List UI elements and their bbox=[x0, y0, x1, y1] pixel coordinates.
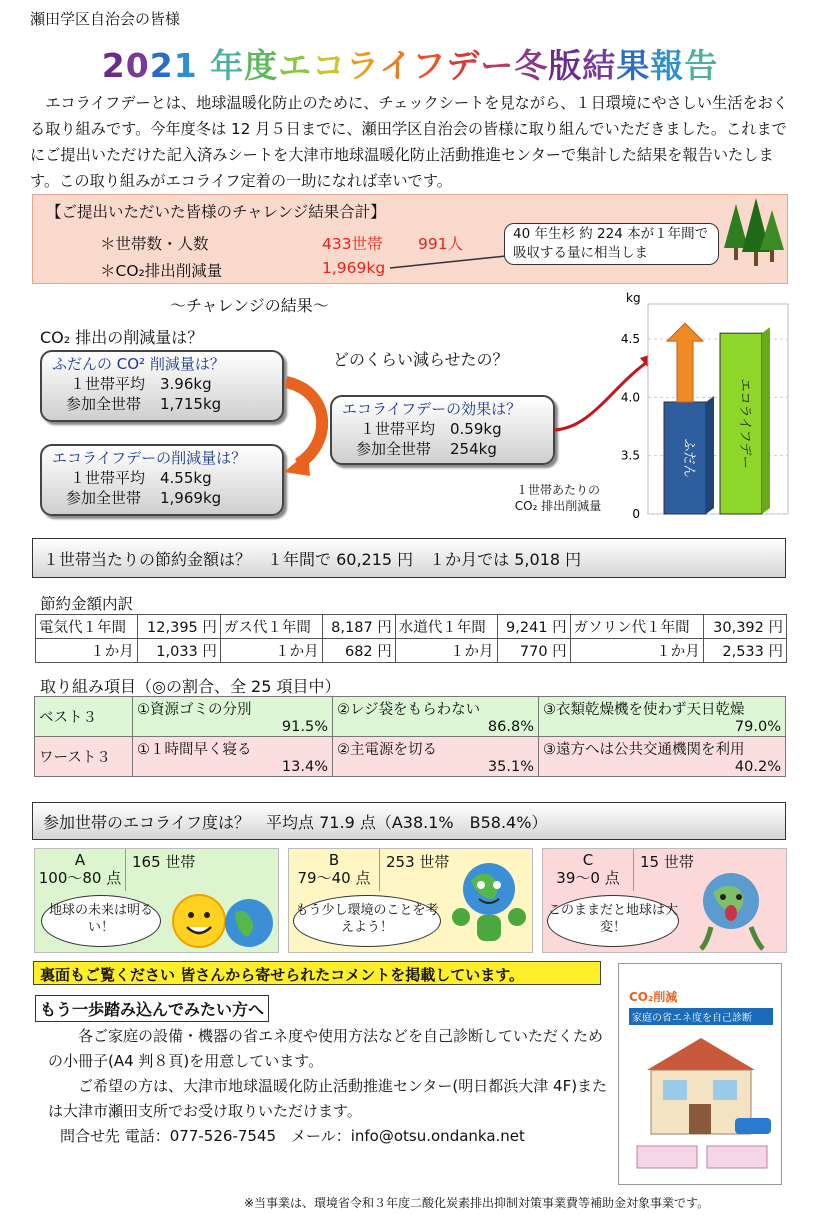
ecoday-avg-value: 4.55kg bbox=[160, 469, 212, 487]
worst-item-3-pct: 40.2% bbox=[734, 759, 781, 775]
gas-year-label: ガス代１年間 bbox=[220, 615, 322, 639]
callout-pointer bbox=[388, 250, 508, 274]
breakdown-table bbox=[35, 614, 787, 663]
back-side-note: 裏面もご覧ください 皆さんから寄せられたコメントを掲載しています。 bbox=[33, 961, 601, 985]
best-label: ベスト３ bbox=[35, 697, 133, 737]
effect-box bbox=[330, 395, 555, 465]
gas-month-label: １か月 bbox=[220, 639, 322, 663]
curved-arrow-icon bbox=[280, 372, 340, 487]
cedar-trees-icon bbox=[722, 196, 784, 268]
booklet-cover-image bbox=[618, 963, 782, 1185]
usual-avg-label: １世帯平均 bbox=[70, 375, 146, 393]
grade-b-label bbox=[289, 849, 379, 891]
usual-total-label: 参加全世帯 bbox=[66, 395, 142, 413]
water-year-label: 水道代１年間 bbox=[395, 615, 497, 639]
smiling-sun-earth-icon bbox=[165, 883, 277, 953]
worst-row bbox=[35, 737, 786, 777]
worst-item-2-name: ②主電源を切る bbox=[337, 742, 437, 758]
grade-b-panel bbox=[288, 848, 533, 953]
worst-item-1-name: ①１時間早く寝る bbox=[137, 742, 252, 758]
ecoday-total-value: 1,969kg bbox=[160, 489, 222, 507]
usual-title: ふだんの CO² 削減量は？ bbox=[52, 355, 225, 373]
worst-label: ワースト３ bbox=[35, 737, 133, 777]
ecoday-total-label: 参加全世帯 bbox=[66, 489, 142, 507]
best-item-2 bbox=[333, 697, 539, 737]
chart-tick-label: 0 bbox=[632, 507, 640, 521]
grade-c-panel bbox=[542, 848, 787, 953]
water-month-label: １か月 bbox=[395, 639, 497, 663]
grade-c-label bbox=[543, 849, 633, 891]
items-table bbox=[34, 696, 786, 777]
muscle-earth-icon bbox=[447, 855, 531, 951]
gas-month-value: 682 円 bbox=[322, 639, 395, 663]
challenge-results-title: ～チャレンジの結果～ bbox=[170, 296, 329, 315]
more-paragraph-1: 各ご家庭の設備・機器の省エネ度や使用方法などを自己診断していただくための小冊子(A4 判８頁)を用意しています。 bbox=[48, 1027, 604, 1070]
grade-c-letter: C bbox=[582, 851, 594, 869]
grade-c-speech: このままだと地球は大変！ bbox=[547, 895, 679, 947]
usual-avg-value: 3.96kg bbox=[160, 375, 212, 393]
households-label: ＊世帯数・人数 bbox=[100, 235, 209, 253]
worst-item-3-name: ③遠方へは公共交通機関を利用 bbox=[543, 742, 745, 758]
breakdown-year-row bbox=[36, 615, 787, 639]
households-value: 433世帯 bbox=[322, 235, 383, 253]
grade-a-range: 100～80 点 bbox=[38, 869, 122, 887]
best-item-1-pct: 91.5% bbox=[281, 719, 328, 735]
how-much-text: どのくらい減らせたの？ bbox=[333, 350, 509, 369]
chart-bar-side bbox=[762, 327, 770, 514]
gas-year-value: 8,187 円 bbox=[322, 615, 395, 639]
people-value: 991人 bbox=[418, 235, 464, 253]
items-title: 取り組み項目（◎の割合、全 25 項目中） bbox=[40, 677, 341, 696]
effect-title: エコライフデーの効果は？ bbox=[342, 400, 522, 418]
booklet-subtitle: 家庭の省エネ度を自己診断 bbox=[629, 1008, 773, 1025]
usual-reduction-box bbox=[40, 350, 284, 422]
worst-item-3 bbox=[539, 737, 786, 777]
intro-paragraph: エコライフデーとは、地球温暖化防止のために、チェックシートを見ながら、１日環境にやさしい生活をおくる取り組みです。今年度冬は 12 月５日までに、瀬田学区自治会の皆様に取り組んでいただきました。これまでにご提出いただけた記入済みシートを大津市地球温暖化防止活動推進センターで集計した結果を報告いたします。この取り組みがエコライフ定着の一助になれば幸いです。 bbox=[30, 94, 789, 190]
water-year-value: 9,241 円 bbox=[497, 615, 570, 639]
sick-earth-icon bbox=[677, 863, 785, 953]
grade-b-letter: B bbox=[328, 851, 340, 869]
best-row bbox=[35, 697, 786, 737]
summary-heading: 【ご提出いただいた皆様のチャレンジ結果合計】 bbox=[46, 203, 386, 221]
grade-b-speech: もう少し環境のことを考えよう！ bbox=[293, 895, 441, 947]
house-illustration-icon bbox=[627, 1030, 775, 1180]
grade-a-panel bbox=[34, 848, 279, 953]
savings-headline: １世帯当たりの節約金額は？ １年間で 60,215 円 １か月では 5,018 円 bbox=[32, 538, 786, 578]
grade-a-speech: 地球の未来は明るい！ bbox=[41, 895, 161, 947]
ecoday-avg-label: １世帯平均 bbox=[70, 469, 146, 487]
more-title: もう一歩踏み込んでみたい方へ bbox=[35, 995, 269, 1022]
co2-reduction-label: ＊CO₂排出削減量 bbox=[100, 262, 223, 280]
chart-category-label: エコライフデー bbox=[737, 378, 752, 469]
co2-bar-chart bbox=[612, 290, 802, 530]
chart-tick-label: 4.5 bbox=[620, 332, 640, 346]
grade-a-count: 165 世帯 bbox=[125, 849, 201, 891]
best-item-3-pct: 79.0% bbox=[734, 719, 781, 735]
page-title: 2021 年度エコライフデー冬版結果報告 bbox=[101, 46, 719, 85]
ecoday-title: エコライフデーの削減量は？ bbox=[52, 449, 247, 467]
worst-item-1-pct: 13.4% bbox=[281, 759, 328, 775]
grade-a-letter: A bbox=[74, 851, 86, 869]
eco-degree-headline: 参加世帯のエコライフ度は？ 平均点 71.9 点（A38.1% B58.4%） bbox=[32, 802, 786, 840]
usual-total-value: 1,715kg bbox=[160, 395, 222, 413]
recipient-line: 瀬田学区自治会の皆様 bbox=[30, 10, 181, 28]
best-item-3 bbox=[539, 697, 786, 737]
co2-reduction-value: 1,969kg bbox=[322, 259, 386, 277]
effect-avg-label: １世帯平均 bbox=[360, 420, 436, 438]
gasoline-month-label: １か月 bbox=[570, 639, 703, 663]
chart-tick-label: 4.0 bbox=[620, 390, 640, 405]
gasoline-year-value: 30,392 円 bbox=[703, 615, 786, 639]
electric-year-label: 電気代１年間 bbox=[36, 615, 138, 639]
chart-ylabel: kg bbox=[626, 291, 641, 305]
contact-info: 問合せ先 電話：077-526-7545 メール：info@otsu.ondanka.net bbox=[60, 1127, 525, 1145]
more-paragraph-2: ご希望の方は、大津市地球温暖化防止活動推進センター(明日都浜大津 4F)または大津市瀬田支所でお受け取りいただけます。 bbox=[48, 1077, 608, 1120]
ecoday-reduction-box bbox=[40, 444, 284, 516]
effect-avg-value: 0.59kg bbox=[450, 420, 502, 438]
effect-total-label: 参加全世帯 bbox=[356, 440, 432, 458]
more-text bbox=[48, 1024, 613, 1124]
best-item-1-name: ①資源ゴミの分別 bbox=[137, 702, 252, 718]
breakdown-title: 節約金額内訳 bbox=[40, 595, 134, 613]
chart-tick-label: 3.5 bbox=[620, 448, 640, 463]
electric-month-label: １か月 bbox=[36, 639, 138, 663]
grade-c-count: 15 世帯 bbox=[633, 849, 700, 891]
tree-callout: 40 年生杉 約 224 本が１年間で吸収する量に相当しま bbox=[504, 223, 719, 265]
grade-b-range: 79～40 点 bbox=[297, 869, 371, 887]
electric-month-value: 1,033 円 bbox=[137, 639, 220, 663]
chart-category-label: ふだん bbox=[681, 438, 696, 478]
electric-year-value: 12,395 円 bbox=[137, 615, 220, 639]
best-item-2-pct: 86.8% bbox=[487, 719, 534, 735]
grade-c-range: 39～0 点 bbox=[556, 869, 620, 887]
gasoline-month-value: 2,533 円 bbox=[703, 639, 786, 663]
worst-item-1 bbox=[133, 737, 333, 777]
gasoline-year-label: ガソリン代１年間 bbox=[570, 615, 703, 639]
water-month-value: 770 円 bbox=[497, 639, 570, 663]
worst-item-2-pct: 35.1% bbox=[487, 759, 534, 775]
chart-bar-side bbox=[706, 396, 714, 514]
chart-caption-line1: １世帯あたりの bbox=[515, 483, 600, 497]
best-item-3-name: ③衣類乾燥機を使わず天日乾燥 bbox=[543, 702, 745, 718]
co2-heading: CO₂ 排出の削減量は？ bbox=[40, 328, 204, 347]
booklet-title: CO₂削減 bbox=[629, 990, 678, 1004]
chart-caption bbox=[508, 482, 608, 514]
grade-a-label bbox=[35, 849, 125, 891]
chart-caption-line2: CO₂ 排出削減量 bbox=[514, 499, 602, 513]
best-item-1 bbox=[133, 697, 333, 737]
footer-note: ※当事業は、環境省令和３年度二酸化炭素排出抑制対策事業費等補助金対象事業です。 bbox=[244, 1196, 710, 1210]
breakdown-month-row bbox=[36, 639, 787, 663]
best-item-2-name: ②レジ袋をもらわない bbox=[337, 702, 481, 718]
worst-item-2 bbox=[333, 737, 539, 777]
grade-b-count: 253 世帯 bbox=[379, 849, 455, 891]
effect-total-value: 254kg bbox=[450, 440, 497, 458]
